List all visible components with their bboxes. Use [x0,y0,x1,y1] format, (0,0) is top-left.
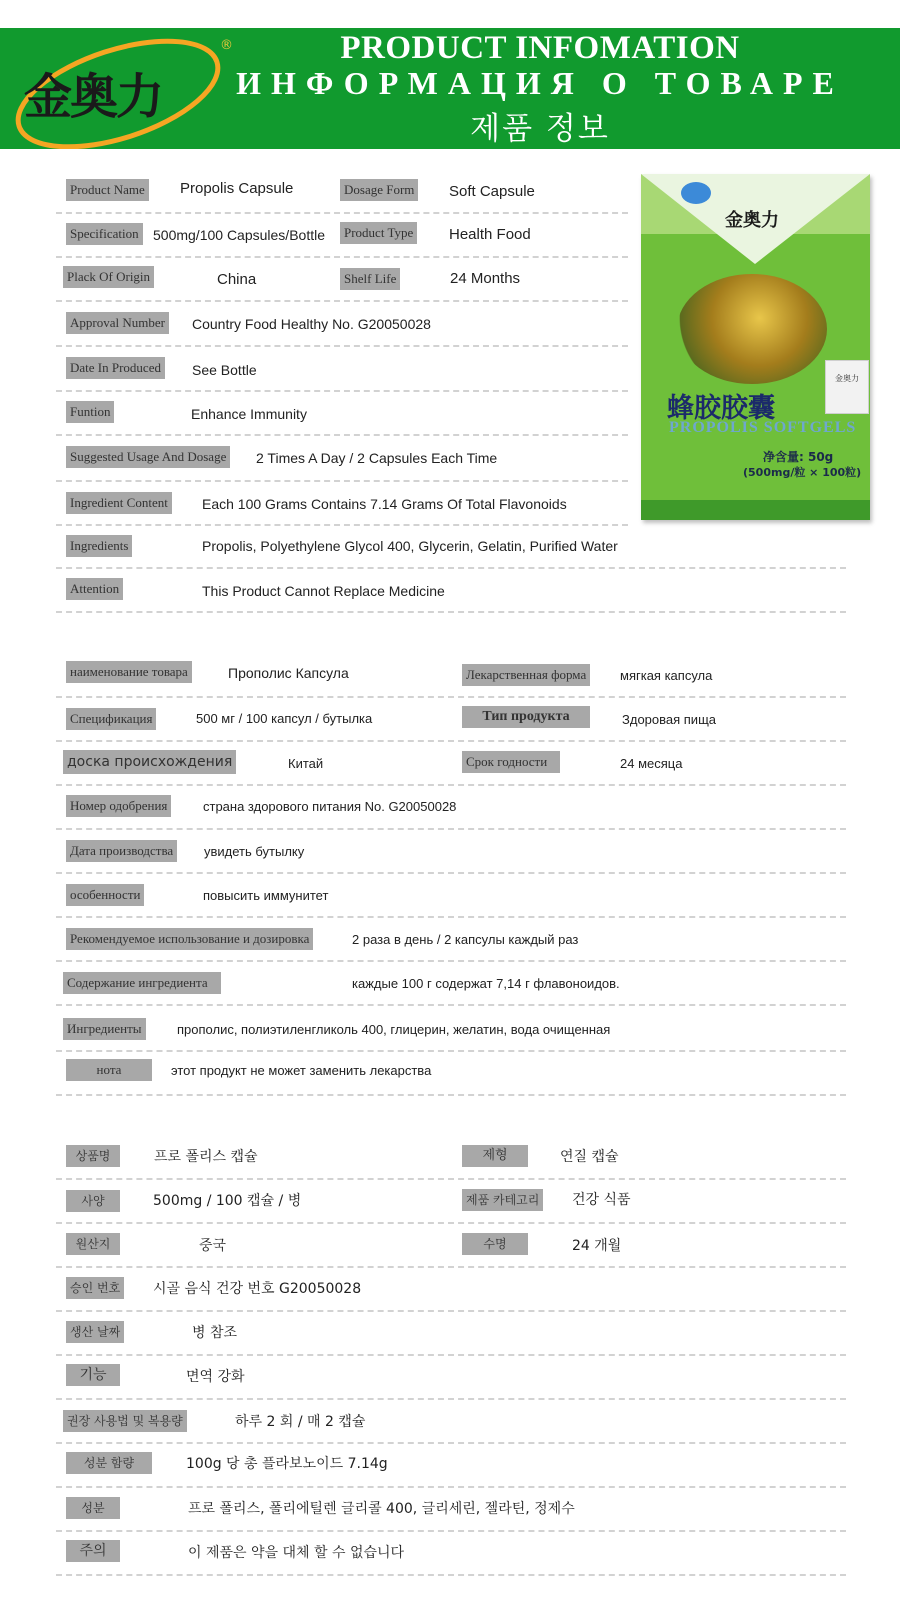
shelf-life-label: Shelf Life [340,268,400,290]
table-row [56,658,846,698]
table-row [56,306,628,347]
box-name-en: PROPOLIS SOFTGELS [669,419,857,436]
product-type-value: Здоровая пища [622,712,716,727]
title-english: PRODUCT INFOMATION [340,30,740,66]
specification-label: Спецификация [66,708,156,730]
dosage-form-value: 연질 캡슐 [560,1149,619,1165]
specification-value: 500 мг / 100 капсул / бутылка [196,711,373,726]
origin-label: Plack Of Origin [63,266,154,288]
dosage-form-label: Dosage Form [340,179,418,201]
date-produced-label: 생산 날짜 [66,1321,124,1343]
box-dose: (500mg/粒 × 100粒) [743,466,862,479]
function-value: 면역 강화 [186,1369,245,1385]
table-row [56,1272,846,1312]
shelf-life-label: 수명 [462,1233,528,1255]
registered-mark: ® [220,38,233,53]
function-label: 기능 [66,1364,120,1386]
shelf-life-value: 24 месяца [620,756,683,771]
origin-label: доска происхождения [63,750,236,774]
attention-value: 이 제품은 약을 대체 할 수 없습니다 [188,1545,405,1561]
table-row [56,218,628,258]
table-row [56,1360,846,1400]
date-produced-label: Date In Produced [66,357,165,379]
ingredients-value: 프로 폴리스, 폴리에틸렌 글리콜 400, 글리세린, 젤라틴, 정제수 [188,1501,575,1517]
usage-label: Рекомендуемое использование и дозировка [66,928,313,950]
dosage-form-value: мягкая капсула [620,668,713,683]
ingredients-value: прополис, полиэтиленгликоль 400, глицерин, желатин, вода очищенная [177,1022,611,1037]
title-russian: ИНФОРМАЦИЯ О ТОВАРЕ [236,65,844,101]
product-type-value: Health Food [449,226,531,243]
table-row [56,1536,846,1576]
function-value: Enhance Immunity [191,406,307,422]
box-bottom-band [641,500,870,520]
date-produced-label: Дата производства [66,840,177,862]
table-row [56,1010,846,1052]
usage-value: 2 раза в день / 2 капсулы каждый раз [352,932,579,947]
table-row [56,396,628,436]
dosage-form-label: Лекарственная форма [462,664,590,686]
approval-label: Approval Number [66,312,169,334]
table-row [56,1140,846,1180]
specification-value: 500mg / 100 캡슐 / 병 [153,1193,302,1209]
title-korean: 제품 정보 [470,111,610,147]
table-row [56,790,846,830]
origin-value: Китай [288,756,324,771]
table-row [56,1056,846,1096]
box-emblem-icon [681,182,711,204]
ingredient-content-label: Ingredient Content [66,492,172,514]
usage-label: 권장 사용법 및 복용량 [63,1410,187,1432]
date-produced-value: увидеть бутылку [204,844,305,859]
table-row [56,573,846,613]
box-name-cn: 蜂胶胶囊 [667,393,775,424]
product-box-image [641,174,870,520]
shelf-life-value: 24 Months [450,270,521,287]
attention-value: этот продукт не может заменить лекарства [171,1063,432,1078]
function-label: особенности [66,884,144,906]
table-row [56,351,628,392]
approval-value: 시골 음식 건강 번호 G20050028 [153,1281,362,1297]
function-value: повысить иммунитет [203,888,329,903]
ingredients-value: Propolis, Polyethylene Glycol 400, Glycerin, Gelatin, Purified Water [202,538,618,554]
approval-label: 승인 번호 [66,1277,124,1299]
function-label: Funtion [66,401,114,423]
attention-label: 주의 [66,1540,120,1562]
ingredients-label: Ingredients [66,535,132,557]
product-name-value: 프로 폴리스 캡슐 [154,1149,258,1165]
specification-label: 사양 [66,1190,120,1212]
box-logo: 金奥力 [725,210,779,231]
usage-value: 하루 2 회 / 매 2 캡슐 [235,1414,366,1430]
shelf-life-label: Срок годности [462,751,560,773]
approval-label: Номер одобрения [66,795,171,817]
table-row [56,1184,846,1224]
table-row [56,702,846,742]
table-row [56,1316,846,1356]
dosage-form-label: 제형 [462,1145,528,1167]
table-row [56,1228,846,1268]
date-produced-value: 병 참조 [192,1325,238,1341]
dosage-form-value: Soft Capsule [449,183,535,200]
approval-value: Country Food Healthy No. G20050028 [192,316,431,332]
ingredient-content-value: каждые 100 г содержат 7,14 г флавоноидов. [352,976,620,991]
table-row [56,746,846,786]
origin-label: 원산지 [66,1233,120,1255]
attention-label: Attention [66,578,123,600]
table-row [56,1404,846,1444]
product-type-label: Тип продукта [462,706,590,728]
table-row [56,1448,846,1488]
table-row [56,174,628,214]
product-type-value: 건강 식품 [572,1192,631,1208]
origin-value: 중국 [199,1238,227,1254]
table-row [56,966,846,1006]
attention-value: This Product Cannot Replace Medicine [202,583,445,599]
usage-label: Suggested Usage And Dosage [66,446,230,468]
usage-value: 2 Times A Day / 2 Capsules Each Time [256,450,498,466]
specification-value: 500mg/100 Capsules/Bottle [153,227,325,243]
date-produced-value: See Bottle [192,362,257,378]
ingredient-content-value: Each 100 Grams Contains 7.14 Grams Of Total Flavonoids [202,496,567,512]
product-name-value: Прополис Капсула [228,665,349,681]
ingredient-content-label: Содержание ингредиента [63,972,221,994]
logo-text: 金奥力 [24,69,163,125]
product-type-label: Product Type [340,222,417,244]
ingredient-content-value: 100g 당 총 플라보노이드 7.14g [186,1456,388,1472]
product-name-label: наименование товара [66,661,192,683]
table-row [56,440,628,482]
table-row [56,1492,846,1532]
table-row [56,834,846,874]
box-net-content: 净含量: 50g [763,450,834,464]
approval-value: страна здорового питания No. G20050028 [203,799,457,814]
ingredient-content-label: 성분 함량 [66,1452,152,1474]
table-row [56,922,846,962]
ingredients-label: Ингредиенты [63,1018,146,1040]
bee-icon [677,274,827,384]
table-row [56,486,628,526]
header-banner [0,28,900,149]
box-tag: 金奥力 [825,360,869,414]
product-type-label: 제품 카테고리 [462,1189,543,1211]
brand-logo [10,28,232,149]
table-row [56,530,846,569]
shelf-life-value: 24 개월 [572,1238,622,1254]
product-name-value: Propolis Capsule [180,180,294,197]
product-name-label: 상품명 [66,1145,120,1167]
attention-label: нота [66,1059,152,1081]
product-name-label: Product Name [66,179,149,201]
table-row [56,878,846,918]
specification-label: Specification [66,223,143,245]
ingredients-label: 성분 [66,1497,120,1519]
origin-value: China [217,271,257,288]
table-row [56,262,628,302]
